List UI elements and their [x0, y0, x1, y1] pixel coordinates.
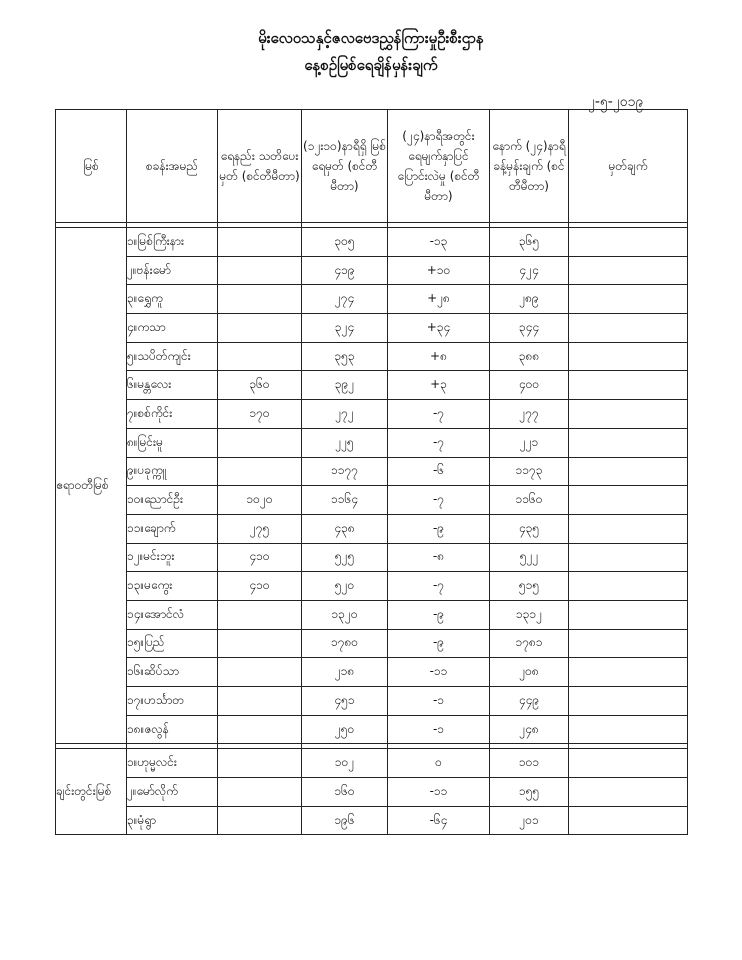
warning-level-cell: ၁၇၀: [218, 400, 302, 429]
remarks-cell: [569, 778, 688, 807]
table-row: [56, 486, 688, 515]
warning-level-cell: ၄၁၀: [218, 572, 302, 601]
remarks-cell: [569, 658, 688, 687]
current-level-cell: ၁၁၆၄: [302, 486, 388, 515]
forecast-cell: ၁၁၇၃: [490, 457, 569, 486]
remarks-cell: [569, 600, 688, 629]
forecast-cell: ၄၄၉: [490, 687, 569, 716]
change-cell: +၈: [388, 342, 490, 371]
station-cell: ၉။ပခုက္ကူ: [127, 457, 218, 486]
current-level-cell: ၁၆၀: [302, 778, 388, 807]
remarks-cell: [569, 543, 688, 572]
current-level-cell: ၁၃၂၀: [302, 600, 388, 629]
change-cell: -၇: [388, 428, 490, 457]
table-row: [56, 371, 688, 400]
warning-level-cell: [218, 342, 302, 371]
remarks-cell: [569, 285, 688, 314]
station-cell: ၃။ရွှေကူ: [127, 285, 218, 314]
current-level-cell: ၄၅၁: [302, 687, 388, 716]
station-cell: ၂။မော်လိုက်: [127, 778, 218, 807]
warning-level-cell: [218, 806, 302, 835]
table-row: [56, 715, 688, 744]
change-cell: -၇: [388, 400, 490, 429]
remarks-cell: [569, 371, 688, 400]
forecast-cell: ၃၈၈: [490, 342, 569, 371]
forecast-cell: ၁၁၆၀: [490, 486, 569, 515]
table-row: [56, 600, 688, 629]
forecast-cell: ၁၅၅: [490, 778, 569, 807]
table-body: [56, 223, 688, 835]
station-cell: ၄။ကသာ: [127, 314, 218, 343]
remarks-cell: [569, 749, 688, 778]
warning-level-cell: [218, 285, 302, 314]
remarks-cell: [569, 629, 688, 658]
current-level-cell: ၄၃၈: [302, 514, 388, 543]
change-cell: -၁၁: [388, 658, 490, 687]
station-cell: ၁၂။မင်းဘူး: [127, 543, 218, 572]
warning-level-cell: ၂၇၅: [218, 514, 302, 543]
forecast-cell: ၂၇၇: [490, 400, 569, 429]
change-cell: -၉: [388, 514, 490, 543]
change-cell: -၆: [388, 457, 490, 486]
forecast-cell: ၄၀၀: [490, 371, 569, 400]
change-cell: -၁: [388, 715, 490, 744]
station-cell: ၁၇။ဟင်္သာတ: [127, 687, 218, 716]
station-cell: ၁၆။ဆိပ်သာ: [127, 658, 218, 687]
table-row: [56, 514, 688, 543]
table-row: [56, 285, 688, 314]
forecast-cell: ၃၆၅: [490, 228, 569, 257]
change-cell: -၁၁: [388, 778, 490, 807]
table-row: [56, 572, 688, 601]
current-level-cell: ၅၂၀: [302, 572, 388, 601]
col-header-24h-change: (၂၄)နာရီအတွင်း ရေမျက်နှာပြင် ပြောင်းလဲမှု (စင်တီမီတာ): [388, 110, 490, 223]
warning-level-cell: ၄၁၀: [218, 543, 302, 572]
warning-level-cell: ၁၀၂၀: [218, 486, 302, 515]
change-cell: -၇: [388, 486, 490, 515]
remarks-cell: [569, 457, 688, 486]
col-header-river: မြစ်: [56, 110, 127, 223]
warning-level-cell: [218, 749, 302, 778]
change-cell: ၀: [388, 749, 490, 778]
current-level-cell: ၂၁၈: [302, 658, 388, 687]
remarks-cell: [569, 486, 688, 515]
station-cell: ၁၄။အောင်လံ: [127, 600, 218, 629]
change-cell: -၈: [388, 543, 490, 572]
report-date: ၂-၅-၂၀၁၉: [588, 94, 644, 110]
station-cell: ၇။စစ်ကိုင်း: [127, 400, 218, 429]
current-level-cell: ၂၇၂: [302, 400, 388, 429]
current-level-cell: ၅၂၅: [302, 543, 388, 572]
forecast-cell: ၃၄၄: [490, 314, 569, 343]
forecast-cell: ၂၄၈: [490, 715, 569, 744]
forecast-cell: ၁၇၈၁: [490, 629, 569, 658]
warning-level-cell: [218, 658, 302, 687]
river-name-cell: ဧရာဝတီမြစ်: [56, 228, 127, 744]
change-cell: -၁၃: [388, 228, 490, 257]
remarks-cell: [569, 228, 688, 257]
current-level-cell: ၃၂၄: [302, 314, 388, 343]
current-level-cell: ၃၉၂: [302, 371, 388, 400]
forecast-cell: ၂၀၈: [490, 658, 569, 687]
station-cell: ၁။ဟုမ္မလင်း: [127, 749, 218, 778]
table-row: [56, 314, 688, 343]
warning-level-cell: [218, 314, 302, 343]
warning-level-cell: [218, 228, 302, 257]
table-row: [56, 658, 688, 687]
change-cell: +၂၈: [388, 285, 490, 314]
change-cell: -၉: [388, 629, 490, 658]
change-cell: +၃: [388, 371, 490, 400]
current-level-cell: ၂၇၄: [302, 285, 388, 314]
current-level-cell: ၃၅၃: [302, 342, 388, 371]
table-header-row: [56, 110, 688, 223]
change-cell: +၁၀: [388, 256, 490, 285]
forecast-cell: ၄၃၅: [490, 514, 569, 543]
remarks-cell: [569, 514, 688, 543]
warning-level-cell: [218, 629, 302, 658]
station-cell: ၁၈။ဇလွန်: [127, 715, 218, 744]
station-cell: ၈။မြင်းမူ: [127, 428, 218, 457]
warning-level-cell: [218, 778, 302, 807]
remarks-cell: [569, 715, 688, 744]
col-header-remarks: မှတ်ချက်: [569, 110, 688, 223]
remarks-cell: [569, 806, 688, 835]
current-level-cell: ၁၀၂: [302, 749, 388, 778]
table-row: [56, 778, 688, 807]
forecast-cell: ၁၀၁: [490, 749, 569, 778]
agency-title: မိုးလေဝသနှင့်ဇလဗေဒညွှန်ကြားမှုဦးစီးဌာန: [258, 29, 484, 47]
current-level-cell: ၄၁၉: [302, 256, 388, 285]
warning-level-cell: ၃၆၀: [218, 371, 302, 400]
forecast-cell: ၁၃၁၂: [490, 600, 569, 629]
change-cell: -၉: [388, 600, 490, 629]
table-row: [56, 457, 688, 486]
table-row: [56, 543, 688, 572]
warning-level-cell: [218, 457, 302, 486]
river-name-cell: ချင်းတွင်းမြစ်: [56, 749, 127, 835]
remarks-cell: [569, 428, 688, 457]
remarks-cell: [569, 256, 688, 285]
station-cell: ၁၃။မကွေး: [127, 572, 218, 601]
table-row: [56, 428, 688, 457]
col-header-warning-level: ရေနည်း သတိပေးမှတ် (စင်တီမီတာ): [218, 110, 302, 223]
station-cell: ၆။မန္တလေး: [127, 371, 218, 400]
water-level-table: [55, 109, 688, 835]
table-row: [56, 749, 688, 778]
station-cell: ၁၅။ပြည်: [127, 629, 218, 658]
col-header-current-level: (၁၂း၁၀)နာရီရှိ မြစ်ရေမှတ် (စင်တီမီတာ): [302, 110, 388, 223]
table-row: [56, 342, 688, 371]
warning-level-cell: [218, 600, 302, 629]
forecast-cell: ၂၈၉: [490, 285, 569, 314]
remarks-cell: [569, 572, 688, 601]
change-cell: +၃၄: [388, 314, 490, 343]
current-level-cell: ၁၁၇၇: [302, 457, 388, 486]
table-row: [56, 806, 688, 835]
warning-level-cell: [218, 256, 302, 285]
remarks-cell: [569, 400, 688, 429]
station-cell: ၁၁။ချောက်: [127, 514, 218, 543]
remarks-cell: [569, 314, 688, 343]
forecast-cell: ၅၂၂: [490, 543, 569, 572]
table-row: [56, 687, 688, 716]
remarks-cell: [569, 687, 688, 716]
current-level-cell: ၂၂၅: [302, 428, 388, 457]
warning-level-cell: [218, 428, 302, 457]
change-cell: -၇: [388, 572, 490, 601]
current-level-cell: ၃၀၅: [302, 228, 388, 257]
station-cell: ၃။မုံရွာ: [127, 806, 218, 835]
table-row: [56, 228, 688, 257]
table-row: [56, 629, 688, 658]
table-row: [56, 400, 688, 429]
warning-level-cell: [218, 715, 302, 744]
station-cell: ၁။မြစ်ကြီးနား: [127, 228, 218, 257]
table-row: [56, 256, 688, 285]
station-cell: ၂။ဗန်းမော်: [127, 256, 218, 285]
forecast-cell: ၂၂၁: [490, 428, 569, 457]
change-cell: -၁: [388, 687, 490, 716]
current-level-cell: ၁၇၈၀: [302, 629, 388, 658]
remarks-cell: [569, 342, 688, 371]
col-header-forecast: နောက် (၂၄)နာရီ ခန့်မှန်းချက် (စင်တီမီတာ): [490, 110, 569, 223]
forecast-cell: ၄၂၄: [490, 256, 569, 285]
current-level-cell: ၁၉၆: [302, 806, 388, 835]
col-header-station: စခန်းအမည်: [127, 110, 218, 223]
report-title: နေ့စဉ်မြစ်ရေချိန်မှန်းချက်: [304, 56, 438, 74]
station-cell: ၅။သပိတ်ကျင်း: [127, 342, 218, 371]
station-cell: ၁၀။ညောင်ဦး: [127, 486, 218, 515]
warning-level-cell: [218, 687, 302, 716]
forecast-cell: ၂၀၁: [490, 806, 569, 835]
current-level-cell: ၂၅၀: [302, 715, 388, 744]
forecast-cell: ၅၁၅: [490, 572, 569, 601]
change-cell: -၆၄: [388, 806, 490, 835]
